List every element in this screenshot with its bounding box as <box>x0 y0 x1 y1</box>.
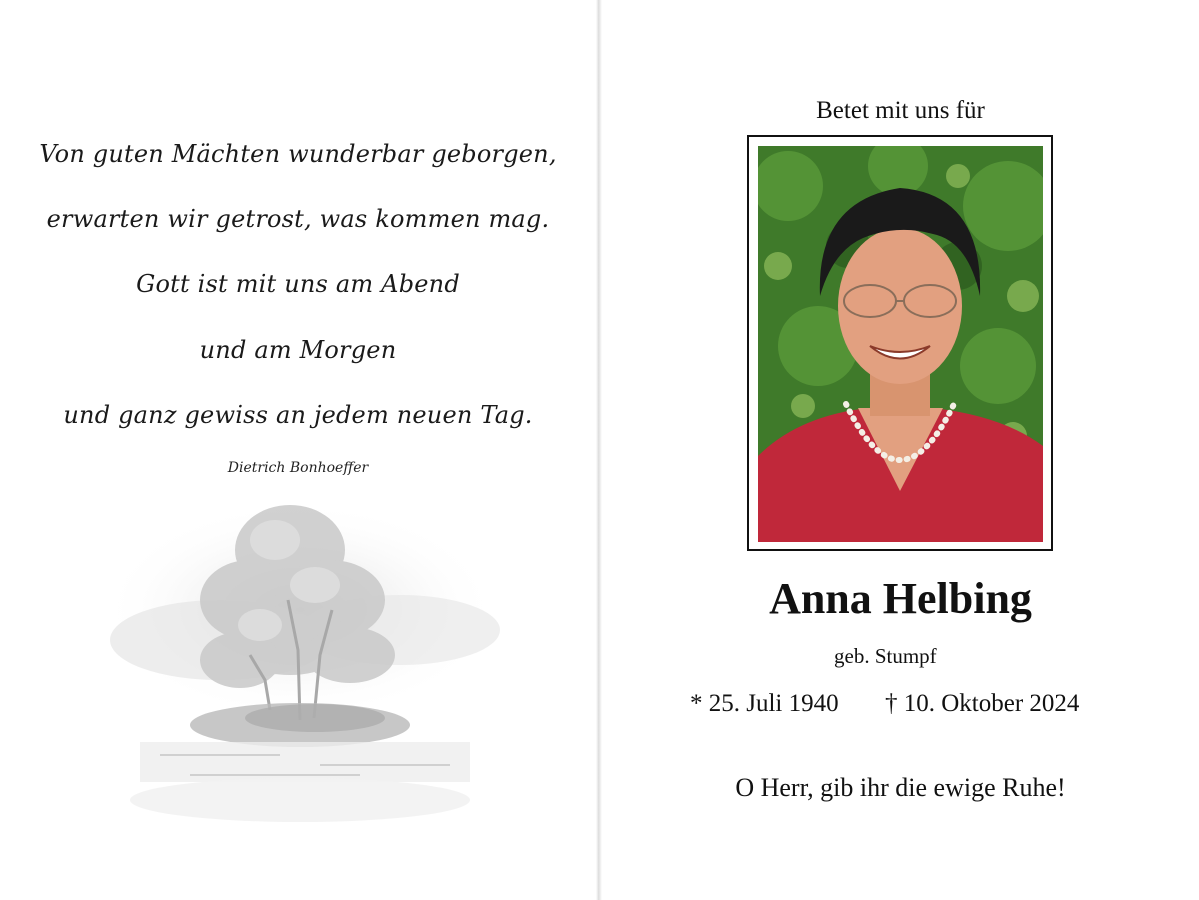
prayer-heading: Betet mit uns für <box>816 97 985 124</box>
left-page <box>0 0 596 900</box>
portrait-photo <box>758 146 1043 542</box>
tree-landscape-illustration <box>100 480 500 840</box>
poem-line-3: Gott ist mit uns am Abend <box>136 270 460 298</box>
birth-date: * 25. Juli 1940 <box>690 690 839 717</box>
poem-line-5: und ganz gewiss an jedem neuen Tag. <box>63 401 533 429</box>
death-date: † 10. Oktober 2024 <box>885 690 1080 717</box>
poem-line-1: Von guten Mächten wunderbar geborgen, <box>39 140 557 168</box>
poem-line-4: und am Morgen <box>199 336 397 364</box>
poem-line-2: erwarten wir getrost, was kommen mag. <box>46 205 550 233</box>
right-page <box>602 0 1199 900</box>
poem-author: Dietrich Bonhoeffer <box>227 460 369 476</box>
deceased-name: Anna Helbing <box>769 574 1032 623</box>
closing-prayer: O Herr, gib ihr die ewige Ruhe! <box>735 773 1066 802</box>
maiden-name: geb. Stumpf <box>834 644 937 668</box>
photo-frame <box>747 135 1053 551</box>
